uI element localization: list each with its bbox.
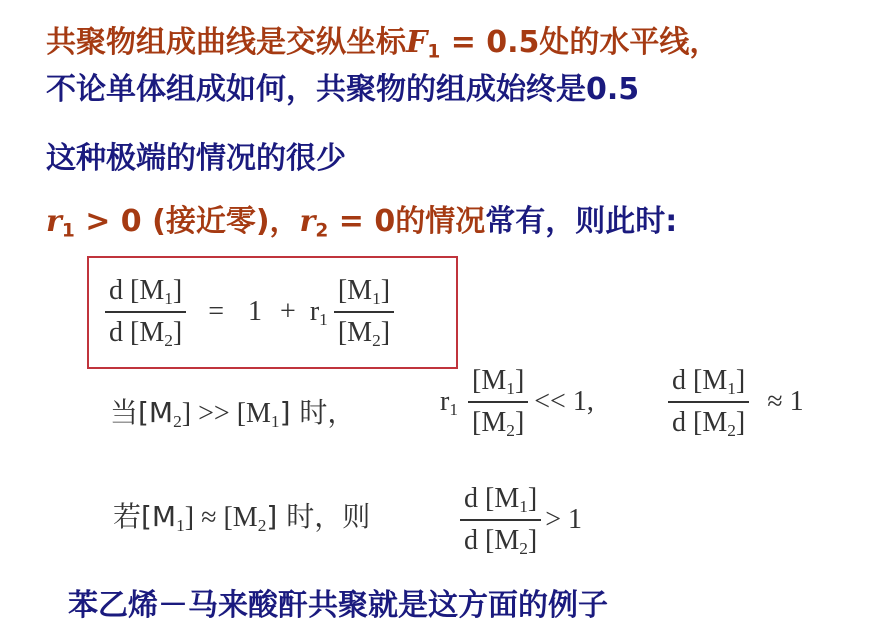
- line-4-post-blue: 常有，则此时:: [485, 204, 678, 239]
- case-2-result: [460, 470, 582, 570]
- line-1-var: F: [406, 25, 428, 60]
- case-2-greater: > 1: [545, 504, 583, 535]
- line-1-pre: 共聚物组成曲线是交纵坐标: [46, 25, 406, 60]
- line-4-post-red: = 0的情况: [328, 204, 486, 239]
- footer-example: 苯乙烯－马来酸酐共聚就是这方面的例子: [68, 588, 608, 623]
- case-1-result-fraction: $\frac{d [M_1]}{d [M_2]}$: [668, 365, 749, 439]
- line-4: [46, 196, 677, 240]
- case-2-condition: 若$[M_1] \approx [M_2]$ 时，则: [113, 500, 371, 536]
- equals-sign: =: [208, 296, 225, 327]
- case-1-fraction: $\frac{[M_1]}{[M_2]}$: [468, 365, 528, 439]
- line-1-sub: 1: [427, 41, 441, 63]
- r1-symbol: r: [46, 204, 62, 239]
- case-2-fraction: $\frac{d [M_1]}{d [M_2]}$: [460, 483, 541, 557]
- line-2: 不论单体组成如何，共聚物的组成始终是0.5: [46, 72, 640, 107]
- line-3: 这种极端的情况的很少: [46, 141, 346, 176]
- case-1-condition: 当$[M_2] >> [M_1]$ 时，: [110, 396, 356, 432]
- case-1-approx: ≈ 1: [767, 386, 804, 417]
- r2-symbol: r: [299, 204, 316, 239]
- case-1-r1: $r_1$: [440, 386, 459, 420]
- plus-sign: +: [280, 296, 296, 327]
- line-1-post: = 0.5处的水平线，: [440, 25, 720, 60]
- line-4-mid: > 0 (接近零)，: [74, 204, 300, 239]
- fraction-M1-M2: $\frac{[M_1]}{[M_2]}$: [334, 275, 394, 349]
- r1-sub: 1: [61, 220, 75, 242]
- case-1-result: [668, 352, 804, 452]
- line-1: [46, 17, 719, 61]
- line-4-red: [46, 204, 486, 242]
- case-1-ratio: [440, 352, 594, 452]
- one: 1: [248, 296, 263, 327]
- equation-main: [105, 262, 394, 362]
- fraction-dM1-dM2: $\frac{d [M_1]}{d [M_2]}$: [105, 275, 186, 349]
- r1-term: $r_1$: [309, 296, 328, 330]
- case-1-much-less: << 1,: [534, 386, 594, 417]
- r2-sub: 2: [315, 220, 329, 242]
